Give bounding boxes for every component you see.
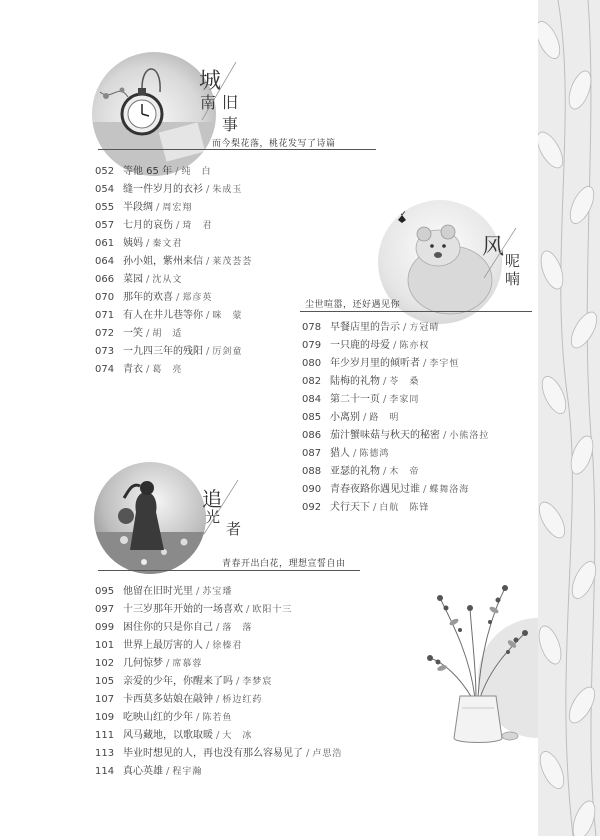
section-title-char-3: 旧	[222, 93, 239, 112]
section-rule	[98, 570, 360, 571]
page-number: 102	[95, 658, 115, 669]
separator: /	[383, 466, 387, 477]
article-author: 纯 白	[181, 167, 212, 177]
separator: /	[146, 364, 150, 375]
article-author: 卢思浩	[312, 749, 343, 759]
article-title: 毕业时想见的人，再也没有那么容易见了	[123, 748, 303, 759]
page-number: 085	[302, 412, 322, 423]
article-author: 木 帝	[389, 467, 420, 477]
article-title: 吃映山红的少年	[123, 712, 193, 723]
page-number: 084	[302, 394, 322, 405]
separator: /	[236, 676, 240, 687]
section-title-char-2: 光	[205, 508, 221, 526]
separator: /	[423, 358, 427, 369]
article-author: 桥边红药	[222, 695, 263, 705]
list-item	[95, 694, 262, 706]
list-item	[95, 274, 182, 286]
title-slash-icon	[196, 58, 244, 128]
article-title: 一九四三年的残阳	[123, 346, 203, 357]
article-title: 小离别	[330, 412, 360, 423]
list-item	[302, 430, 489, 442]
section-rule	[98, 149, 376, 150]
page-number: 088	[302, 466, 322, 477]
article-author: 落 落	[222, 623, 253, 633]
separator: /	[393, 340, 397, 351]
separator: /	[206, 346, 210, 357]
article-author: 周宏翔	[162, 203, 193, 213]
article-title: 他留在旧时光里	[123, 586, 193, 597]
article-author: 葛 亮	[152, 365, 183, 375]
article-title: 青春夜路你遇见过谁	[330, 484, 420, 495]
list-item	[302, 412, 399, 424]
list-item	[302, 340, 429, 352]
article-title: 半段绸	[123, 202, 153, 213]
list-item	[95, 202, 192, 214]
running-girl-photo	[94, 462, 206, 574]
article-title: 缝一件岁月的衣衫	[123, 184, 203, 195]
article-title: 犬行天下	[330, 502, 370, 513]
page-number: 111	[95, 730, 115, 741]
article-title: 姨妈	[123, 238, 143, 249]
section-title-char-1: 城	[199, 69, 222, 94]
page-number: 072	[95, 328, 115, 339]
section-title-char-1: 风	[482, 235, 505, 260]
list-item	[302, 394, 419, 406]
page-number: 082	[302, 376, 322, 387]
separator: /	[423, 484, 427, 495]
page-number: 086	[302, 430, 322, 441]
article-title: 十三岁那年开始的一场喜欢	[123, 604, 243, 615]
article-title: 风马藏地，以歌取暖	[123, 730, 213, 741]
list-item	[302, 358, 459, 370]
article-title: 有人在井儿巷等你	[123, 310, 203, 321]
article-title: 困住你的只是你自己	[123, 622, 213, 633]
article-title: 茄汁蟹味菇与秋天的秘密	[330, 430, 440, 441]
page-number: 109	[95, 712, 115, 723]
separator: /	[166, 766, 170, 777]
page-number: 105	[95, 676, 115, 687]
list-item	[95, 622, 252, 634]
article-title: 年少岁月里的倾听者	[330, 358, 420, 369]
article-title: 世界上最厉害的人	[123, 640, 203, 651]
page-number: 073	[95, 346, 115, 357]
article-title: 菜园	[123, 274, 143, 285]
list-item	[302, 484, 469, 496]
article-title: 一只鹿的母爱	[330, 340, 390, 351]
separator: /	[196, 586, 200, 597]
title-slash-icon	[198, 476, 244, 540]
list-item	[95, 748, 342, 760]
page-number: 101	[95, 640, 115, 651]
list-item	[95, 292, 212, 304]
list-item	[95, 166, 211, 178]
article-author: 李宇恒	[429, 359, 460, 369]
separator: /	[176, 292, 180, 303]
section-rule	[300, 311, 532, 312]
page-number: 054	[95, 184, 115, 195]
article-author: 苓 桑	[389, 377, 420, 387]
list-item	[95, 346, 242, 358]
separator: /	[403, 322, 407, 333]
article-author: 程宇瀚	[172, 767, 203, 777]
separator: /	[383, 376, 387, 387]
separator: /	[146, 274, 150, 285]
page-number: 057	[95, 220, 115, 231]
article-author: 咪 蒙	[212, 311, 243, 321]
article-title: 七月的哀伤	[123, 220, 173, 231]
separator: /	[206, 640, 210, 651]
title-slash-icon	[478, 224, 522, 284]
article-title: 青衣	[123, 364, 143, 375]
separator: /	[146, 328, 150, 339]
section-title-char-2: 南	[200, 93, 217, 112]
article-author: 欧阳十三	[252, 605, 293, 615]
article-author: 秦文君	[152, 239, 183, 249]
article-title: 那年的欢喜	[123, 292, 173, 303]
list-item	[95, 640, 242, 652]
separator: /	[373, 502, 377, 513]
separator: /	[363, 412, 367, 423]
article-author: 厉剑童	[212, 347, 243, 357]
page-number: 066	[95, 274, 115, 285]
article-title: 亚瑟的礼物	[330, 466, 380, 477]
separator: /	[206, 256, 210, 267]
separator: /	[216, 694, 220, 705]
list-item	[95, 310, 242, 322]
article-author: 方冠晴	[409, 323, 440, 333]
separator: /	[306, 748, 310, 759]
article-author: 陈德鸿	[359, 449, 390, 459]
list-item	[95, 604, 292, 616]
article-title: 孙小姐，紫州来信	[123, 256, 203, 267]
article-author: 席慕蓉	[172, 659, 203, 669]
page-number: 090	[302, 484, 322, 495]
article-title: 等他 65 年	[123, 166, 173, 177]
list-item	[95, 184, 242, 196]
article-author: 郑彦英	[182, 293, 213, 303]
article-title: 第二十一页	[330, 394, 380, 405]
list-item	[302, 448, 389, 460]
list-item	[302, 502, 429, 514]
page-number: 074	[95, 364, 115, 375]
page-number: 061	[95, 238, 115, 249]
article-author: 白航 陈锋	[379, 503, 430, 513]
page-number: 055	[95, 202, 115, 213]
leaf-pattern-icon	[538, 0, 600, 836]
list-item	[95, 676, 272, 688]
page-number: 070	[95, 292, 115, 303]
article-title: 几何惊梦	[123, 658, 163, 669]
page-number: 113	[95, 748, 115, 759]
section-tagline: 而今梨花落，桃花发写了诗篇	[212, 139, 336, 149]
separator: /	[353, 448, 357, 459]
article-author: 琦 君	[182, 221, 213, 231]
article-title: 真心英雄	[123, 766, 163, 777]
article-title: 陆梅的礼物	[330, 376, 380, 387]
separator: /	[216, 622, 220, 633]
section-title-char-3: 喃	[505, 270, 521, 288]
page-number: 092	[302, 502, 322, 513]
separator: /	[146, 238, 150, 249]
separator: /	[206, 184, 210, 195]
article-author: 莱茂荟荟	[212, 257, 253, 267]
article-author: 胡 适	[152, 329, 183, 339]
article-author: 徐榛君	[212, 641, 243, 651]
page-number: 099	[95, 622, 115, 633]
article-author: 李梦宸	[242, 677, 273, 687]
list-item	[302, 322, 439, 334]
list-item	[95, 256, 252, 268]
separator: /	[166, 658, 170, 669]
separator: /	[156, 202, 160, 213]
list-item	[95, 328, 182, 340]
list-item	[302, 376, 419, 388]
separator: /	[175, 166, 179, 177]
article-author: 陈亦权	[399, 341, 430, 351]
section-title-char-4: 事	[222, 115, 239, 134]
page-number: 095	[95, 586, 115, 597]
article-author: 李家同	[389, 395, 420, 405]
article-title: 早餐店里的告示	[330, 322, 400, 333]
list-item	[95, 766, 202, 778]
section-tagline: 青春开出白花，理想宣誓自由	[222, 559, 346, 569]
page-number: 114	[95, 766, 115, 777]
article-title: 亲爱的少年，你醒来了吗	[123, 676, 233, 687]
list-item	[302, 466, 419, 478]
list-item	[95, 220, 212, 232]
list-item	[95, 238, 182, 250]
flower-vase-illustration	[420, 578, 540, 748]
separator: /	[246, 604, 250, 615]
page-number: 107	[95, 694, 115, 705]
page-number: 064	[95, 256, 115, 267]
page-number: 078	[302, 322, 322, 333]
separator: /	[443, 430, 447, 441]
article-title: 一笑	[123, 328, 143, 339]
separator: /	[196, 712, 200, 723]
article-author: 大 冰	[222, 731, 253, 741]
article-author: 路 明	[369, 413, 400, 423]
page-number: 052	[95, 166, 115, 177]
list-item	[95, 586, 232, 598]
page-number: 087	[302, 448, 322, 459]
page-number: 079	[302, 340, 322, 351]
separator: /	[216, 730, 220, 741]
article-author: 小熊洛拉	[449, 431, 490, 441]
list-item	[95, 730, 252, 742]
page-number: 071	[95, 310, 115, 321]
page-number: 097	[95, 604, 115, 615]
article-author: 蝶舞洛海	[429, 485, 470, 495]
article-author: 陈若鱼	[202, 713, 233, 723]
article-author: 朱成玉	[212, 185, 243, 195]
article-author: 苏宝璠	[202, 587, 233, 597]
section-title-char-1: 追	[202, 487, 222, 511]
list-item	[95, 712, 232, 724]
list-item	[95, 364, 182, 376]
separator: /	[383, 394, 387, 405]
section-tagline: 尘世喧嚣，还好遇见你	[305, 300, 401, 310]
article-author: 沈从文	[152, 275, 183, 285]
article-title: 猎人	[330, 448, 350, 459]
article-title: 卡西莫多姑娘在敲钟	[123, 694, 213, 705]
separator: /	[176, 220, 180, 231]
list-item	[95, 658, 202, 670]
leaf-pattern-band	[538, 0, 600, 836]
separator: /	[206, 310, 210, 321]
section-title-char-2: 呢	[505, 252, 521, 270]
section-title-char-3: 者	[226, 520, 242, 538]
page-number: 080	[302, 358, 322, 369]
